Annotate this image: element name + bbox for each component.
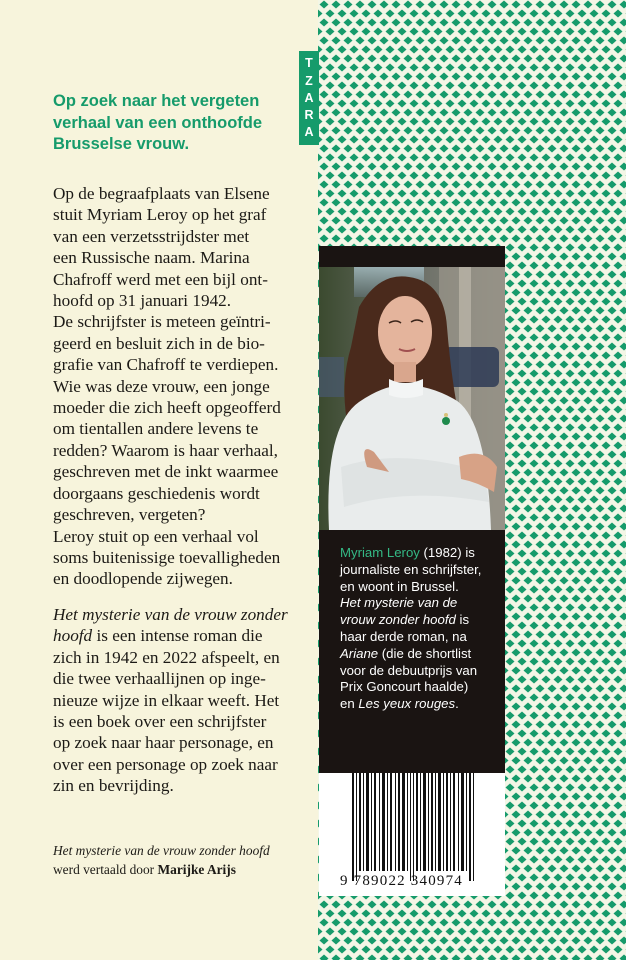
book-title-italic: hoofd [53,626,93,646]
blurb-line: Wie was deze vrouw, een jonge [53,376,270,396]
blurb-line: Op de begraafplaats van Elsene [53,184,270,203]
bio-line: haar derde roman, na [340,628,467,644]
logo-letter: R [304,107,314,122]
blurb-line: een Russische naam. Marina [53,248,250,268]
blurb-line: zich in 1942 en 2022 afspeelt, en [53,647,280,667]
logo-letter: A [304,125,314,140]
blurb-line: stuit Myriam Leroy op het graf [53,205,267,225]
author-name: Myriam Leroy [340,545,420,560]
tagline-line: verhaal van een onthoofde [53,113,263,132]
book-title-italic: Het mysterie van de vrouw zonder [53,605,288,624]
blurb-line: op zoek naar haar personage, en [53,733,274,753]
blurb-line: soms buitenissige toevalligheden [53,547,281,567]
tagline-line: Op zoek naar het vergeten [53,92,260,110]
blurb-line: zin en bevrijding. [53,776,174,796]
bio-text: . [455,696,459,712]
isbn-barcode [319,773,505,896]
bio-text: en [340,696,359,712]
blurb-line: redden? Waarom is haar verhaal, [53,440,278,460]
credit-prefix: werd vertaald door [53,862,158,877]
bio-line [340,545,505,562]
blurb-line [53,604,315,625]
isbn-number: 9 789022 340974 [340,873,463,889]
publisher-logo-tzara [299,51,319,145]
credit-book-title: Het mysterie van de vrouw zonder hoofd [53,843,270,858]
bio-line: Het mysterie van de [340,595,458,611]
bio-line [340,696,505,713]
blurb-line: geschreven, vergeten? [53,505,206,525]
blurb-line: geschreven met de inkt waarmee [53,462,279,482]
blurb-line: grafie van Chafroff te verdiepen. [53,355,279,375]
bio-line: Prix Goncourt haalde) [340,679,469,695]
book-title-italic: Ariane [340,645,379,661]
blurb-paragraph-1 [53,183,315,590]
blurb-line: De schrijfster is meteen geïntri- [53,312,271,332]
bio-line: voor de debuutprijs van [340,662,478,678]
blurb-text: is een intense roman die [92,626,263,646]
blurb-paragraph-2 [53,604,315,797]
bio-line: en woont in Brussel. [340,578,459,594]
author-bio [340,545,505,713]
bio-line [340,646,505,663]
author-photo [319,267,505,530]
logo-letter: T [305,56,313,71]
credit-line [53,860,270,879]
author-panel [319,246,505,773]
logo-letter: A [304,90,314,105]
blurb-line: Leroy stuit op een verhaal vol [53,526,259,546]
tagline [53,91,303,156]
portrait-image-icon [319,267,505,530]
blurb-line: is een boek over een schrijfster [53,712,267,732]
book-title-italic: Les yeux rouges [358,696,456,712]
translation-credit [53,841,270,879]
blurb-line: Chafroff werd met een bijl ont- [53,269,268,289]
blurb-line: geerd en besluit zich in de bio- [53,333,265,353]
translator-name: Marijke Arijs [157,862,236,877]
bio-line: journaliste en schrijfster, [340,561,482,577]
blurb-line: over een personage op zoek naar [53,754,278,774]
bio-text: is [455,612,470,628]
blurb-line: moeder die zich heeft opgeofferd [53,398,281,418]
book-title-italic: vrouw zonder hoofd [340,612,456,628]
bio-line [340,612,505,629]
bio-text: (1982) is [419,545,475,560]
blurb-line: van een verzetsstrijdster met [53,226,250,246]
blurb-line: nieuze wijze in elkaar weeft. Het [53,690,280,710]
bio-text: (die de shortlist [378,645,472,661]
blurb-line: hoofd op 31 januari 1942. [53,291,232,311]
logo-letter: Z [305,73,313,88]
blurb-line: doorgaans geschiedenis wordt [53,483,260,503]
tagline-line: Brusselse vrouw. [53,135,190,153]
blurb-line: die twee verhaallijnen op inge- [53,669,266,689]
blurb-line: om tientallen andere levens te [53,419,259,439]
blurb-line: en doodlopende zijwegen. [53,569,233,589]
blurb-line [53,625,315,646]
